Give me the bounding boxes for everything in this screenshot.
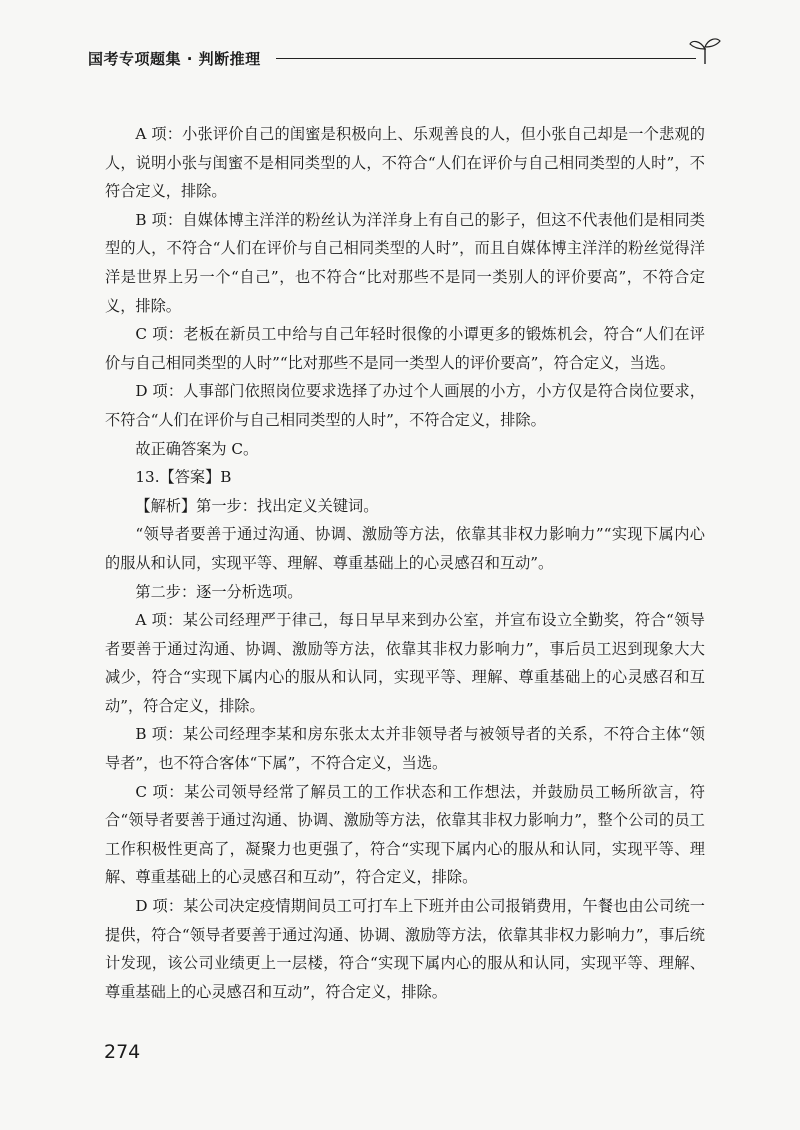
- paragraph-option-c-2: C 项：某公司领导经常了解员工的工作状态和工作想法，并鼓励员工畅所欲言，符合“领导者要善于通过沟通、协调、激励等方法，依靠其非权力影响力”，整个公司的员工工作积极性更高了，凝聚力也更强了，符合“实现下属内心的服从和认同，实现平等、理解、尊重基础上的心灵感召和互动”，符合定义，排除。: [105, 782, 705, 887]
- header-title: 国考专项题集 · 判断推理: [88, 50, 261, 68]
- paragraph-option-b-2: B 项：某公司经理李某和房东张太太并非领导者与被领导者的关系，不符合主体“领导者”，也不符合客体“下属”，不符合定义，当选。: [105, 725, 705, 773]
- paragraph-option-d-2: D 项：某公司决定疫情期间员工可打车上下班并由公司报销费用，午餐也由公司统一提供，符合“领导者要善于通过沟通、协调、激励等方法，依靠其非权力影响力”，事后统计发现，该公司业绩更上一层楼，符合“实现下属内心的服从和认同，实现平等、理解、尊重基础上的心灵感召和互动”，符合定义，排除。: [105, 897, 705, 1001]
- paragraph-option-a-2: A 项：某公司经理严于律己，每日早早来到办公室，并宣布设立全勤奖，符合“领导者要善于通过沟通、协调、激励等方法，依靠其非权力影响力”，事后员工迟到现象大大减少，符合“实现下属内心的服从和认同，实现平等、理解、尊重基础上的心灵感召和互动”，符合定义，排除。: [105, 611, 705, 715]
- header-rule: [276, 58, 696, 59]
- paragraph-step-two: 第二步：逐一分析选项。: [135, 582, 303, 601]
- running-header: [88, 36, 728, 76]
- page-number: 274: [104, 1041, 141, 1063]
- paragraph-answer-13: 13.【答案】B: [135, 468, 232, 487]
- paragraph-option-c-1: C 项：老板在新员工中给与自己年轻时很像的小谭更多的锻炼机会，符合“人们在评价与自己相同类型的人时”“比对那些不是同一类型人的评价要高”，符合定义，当选。: [105, 325, 705, 372]
- paragraph-option-a-1: A 项：小张评价自己的闺蜜是积极向上、乐观善良的人，但小张自己却是一个悲观的人，说明小张与闺蜜不是相同类型的人，不符合“人们在评价与自己相同类型的人时”，不符合定义，排除。: [105, 125, 705, 201]
- sprout-icon: [688, 36, 722, 66]
- paragraph-analysis-heading: 【解析】第一步：找出定义关键词。: [135, 496, 379, 515]
- paragraph-answer-12: 故正确答案为 C。: [135, 439, 259, 458]
- paragraph-definition-keywords: “领导者要善于通过沟通、协调、激励等方法，依靠其非权力影响力”“实现下属内心的服从和认同，实现平等、理解、尊重基础上的心灵感召和互动”。: [105, 525, 705, 572]
- paragraph-option-b-1: B 项：自媒体博主洋洋的粉丝认为洋洋身上有自己的影子，但这不代表他们是相同类型的人，不符合“人们在评价与自己相同类型的人时”，而且自媒体博主洋洋的粉丝觉得洋洋是世界上另一个“自己”，也不符合“比对那些不是同一类别人的评价要高”，不符合定义，排除。: [105, 210, 705, 315]
- paragraph-option-d-1: D 项：人事部门依照岗位要求选择了办过个人画展的小方，小方仅是符合岗位要求，不符合“人们在评价与自己相同类型的人时”，不符合定义，排除。: [105, 382, 705, 429]
- solution-text: [105, 120, 705, 1006]
